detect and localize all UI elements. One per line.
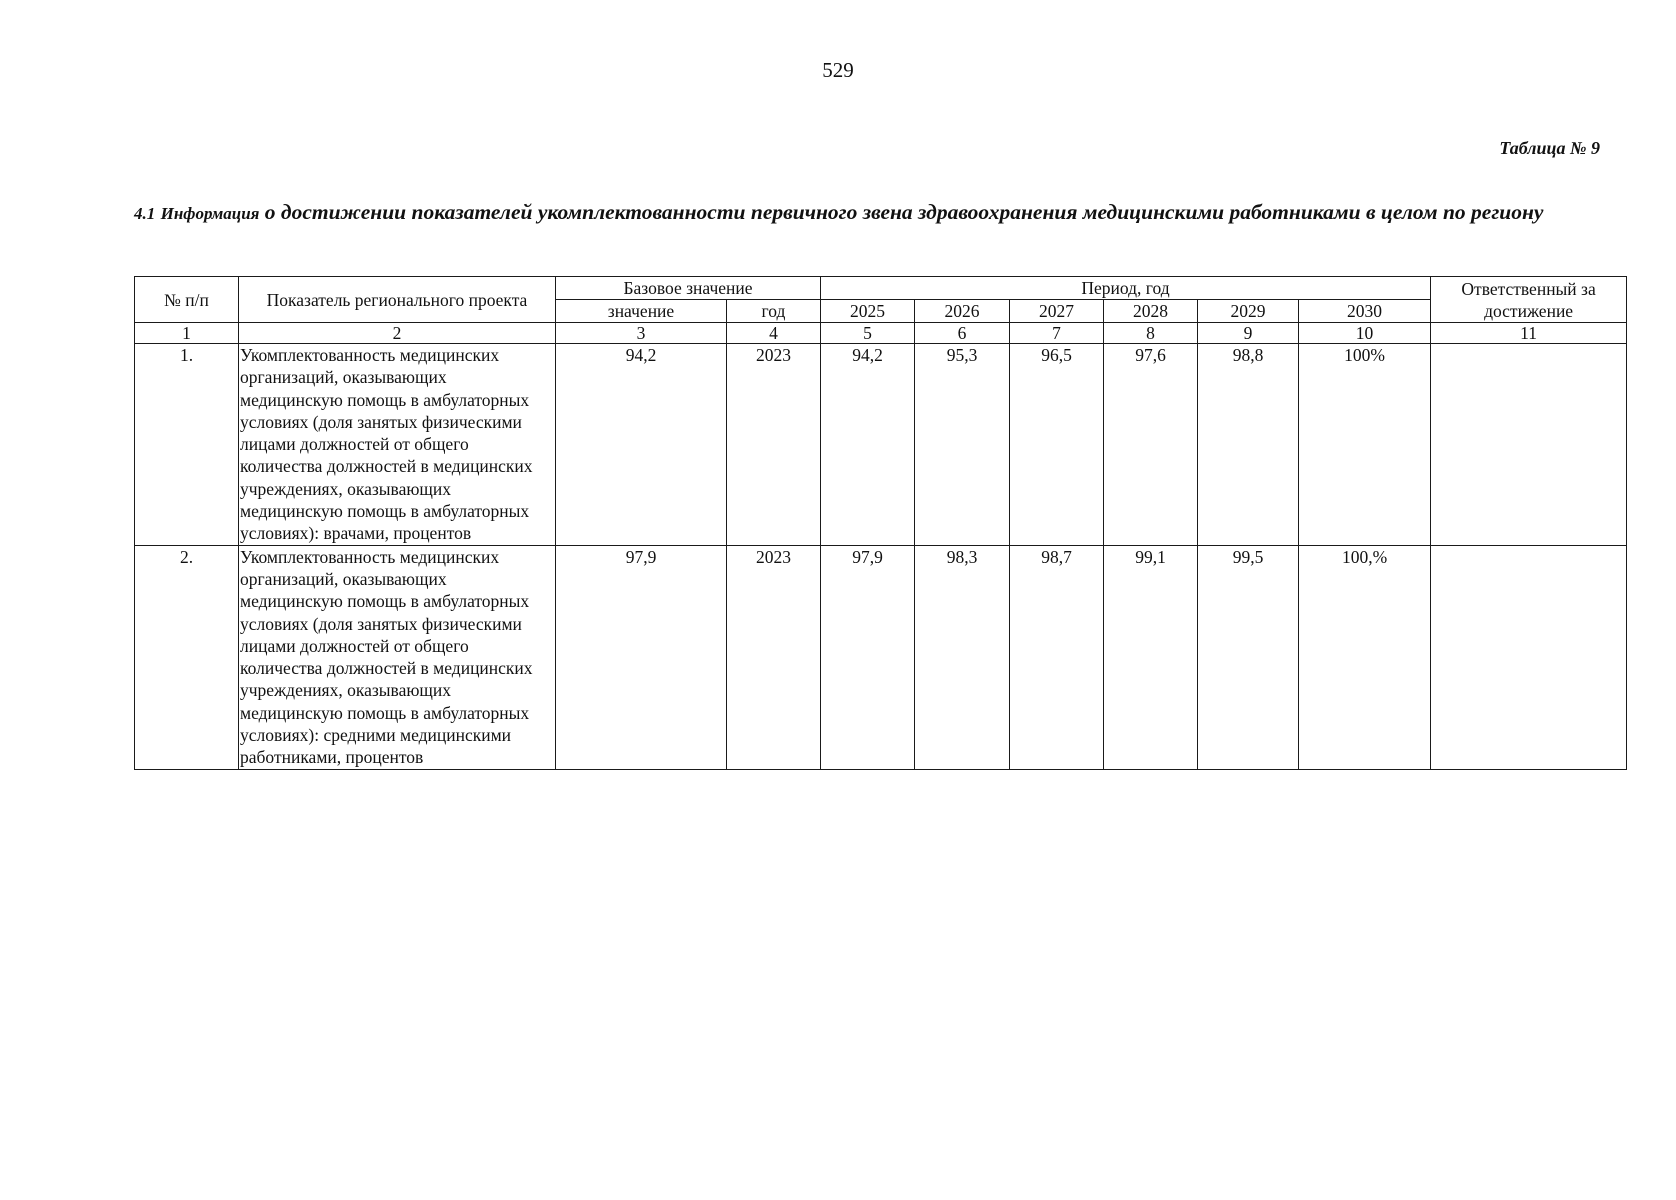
value-2029: 98,8 [1198, 344, 1299, 546]
column-number: 8 [1104, 323, 1198, 344]
value-2027: 96,5 [1010, 344, 1104, 546]
column-number: 9 [1198, 323, 1299, 344]
value-2030: 100,% [1299, 545, 1431, 769]
value-2028: 99,1 [1104, 545, 1198, 769]
value-2026: 95,3 [915, 344, 1010, 546]
page-number: 529 [822, 58, 854, 82]
base-value: 97,9 [556, 545, 727, 769]
value-2026: 98,3 [915, 545, 1010, 769]
value-2025: 97,9 [821, 545, 915, 769]
header-base: Базовое значение [556, 277, 821, 300]
column-number: 4 [727, 323, 821, 344]
table-label: Таблица № 9 [1499, 138, 1600, 158]
row-number: 2. [135, 545, 239, 769]
table-row [135, 545, 1627, 769]
document-title [134, 199, 1624, 227]
base-year: 2023 [727, 545, 821, 769]
value-2028: 97,6 [1104, 344, 1198, 546]
title-first-word: Информация [160, 204, 260, 223]
column-number: 3 [556, 323, 727, 344]
column-number: 5 [821, 323, 915, 344]
column-number: 1 [135, 323, 239, 344]
indicators-table [134, 276, 1627, 770]
header-num: № п/п [135, 277, 239, 323]
header-year-2029: 2029 [1198, 300, 1299, 323]
header-responsible: Ответственный за достижение [1431, 277, 1627, 323]
indicator-text: Укомплектованность медицинских организаций, оказывающих медицинскую помощь в амбулаторных условиях (доля занятых физическими лицами должностей от общего количества должностей в медицинских учреждениях, оказывающих медицинскую помощь в амбулаторных условиях): врачами, процентов [239, 344, 556, 546]
base-value: 94,2 [556, 344, 727, 546]
column-number: 2 [239, 323, 556, 344]
header-base-year: год [727, 300, 821, 323]
responsible-cell [1431, 545, 1627, 769]
value-2029: 99,5 [1198, 545, 1299, 769]
column-number-row [135, 323, 1627, 344]
title-text: о достижении показателей укомплектованности первичного звена здравоохранения медицинскими работниками в целом по региону [264, 200, 1544, 224]
column-number: 6 [915, 323, 1010, 344]
header-indicator: Показатель регионального проекта [239, 277, 556, 323]
header-year-2025: 2025 [821, 300, 915, 323]
header-base-value: значение [556, 300, 727, 323]
indicator-text: Укомплектованность медицинских организаций, оказывающих медицинскую помощь в амбулаторных условиях (доля занятых физическими лицами должностей от общего количества должностей в медицинских учреждениях, оказывающих медицинскую помощь в амбулаторных условиях): средними медицинскими работниками, процентов [239, 545, 556, 769]
title-section-number: 4.1 [134, 204, 156, 223]
value-2025: 94,2 [821, 344, 915, 546]
row-number: 1. [135, 344, 239, 546]
header-year-2027: 2027 [1010, 300, 1104, 323]
header-year-2026: 2026 [915, 300, 1010, 323]
column-number: 11 [1431, 323, 1627, 344]
header-year-2028: 2028 [1104, 300, 1198, 323]
header-year-2030: 2030 [1299, 300, 1431, 323]
base-year: 2023 [727, 344, 821, 546]
table-row [135, 344, 1627, 546]
header-row-1 [135, 277, 1627, 300]
value-2027: 98,7 [1010, 545, 1104, 769]
header-period: Период, год [821, 277, 1431, 300]
responsible-cell [1431, 344, 1627, 546]
column-number: 7 [1010, 323, 1104, 344]
value-2030: 100% [1299, 344, 1431, 546]
column-number: 10 [1299, 323, 1431, 344]
